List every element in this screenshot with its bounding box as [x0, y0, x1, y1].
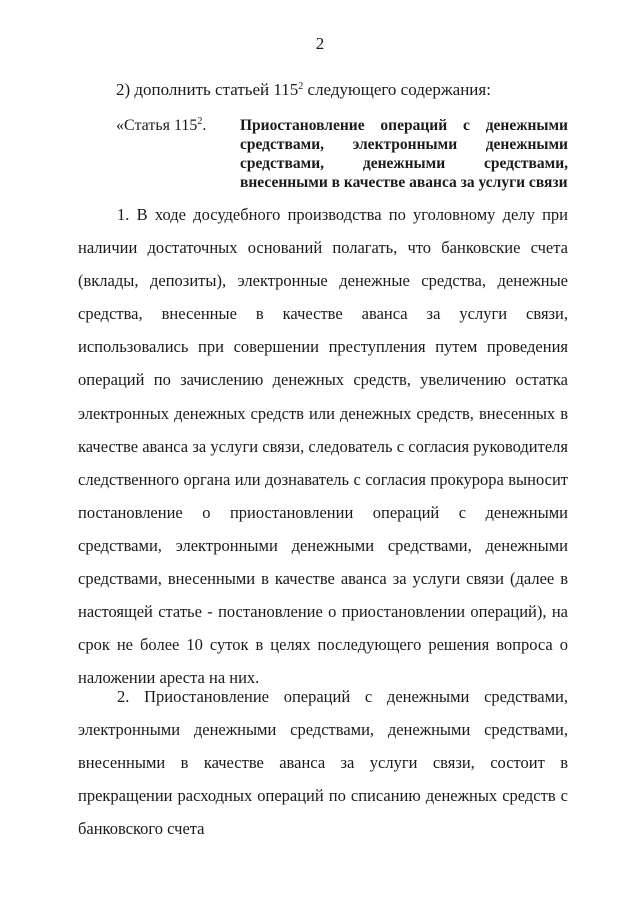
article-label-superscript: 2	[197, 116, 203, 127]
amendment-superscript: 2	[298, 81, 304, 92]
paragraph-2: 2. Приостановление операций с денежными средствами, электронными денежными средствами, денежными средствами, внесенными в качестве аванса за услуги связи, состоит в прекращении расходных операций по списанию денежных средств с банковского счета	[78, 687, 568, 839]
article-title: Приостановление операций с денежными средствами, электронными денежными средствами, денежными средствами, внесенными в качестве аванса за услуги связи	[240, 117, 568, 191]
amendment-text-before: 2) дополнить статьей 115	[116, 80, 299, 99]
article-number	[116, 116, 206, 136]
paragraph-1: 1. В ходе досудебного производства по уголовному делу при наличии достаточных оснований полагать, что банковские счета (вклады, депозиты), электронные денежные средства, денежные средства, внесенные в качестве аванса за услуги связи, использовались при совершении преступления путем проведения операций по зачислению денежных средств, увеличению остатка электронных денежных средств или денежных средств, внесенных в качестве аванса за услуги связи, следователь с согласия руководителя следственного органа или дознаватель с согласия прокурора выносит постановление о приостановлении операций с денежными средствами, электронными денежными средствами, денежными средствами, внесенными в качестве аванса за услуги связи (далее в настоящей статье - постановление о приостановлении операций), на срок не более 10 суток в целях последующего решения вопроса о наложении ареста на них.	[78, 205, 568, 688]
article-label-before: «Статья 115	[116, 117, 198, 134]
article-label-after: .	[202, 117, 207, 134]
amendment-clause	[116, 80, 491, 100]
page-number: 2	[315, 34, 325, 53]
amendment-text-after: следующего содержания:	[303, 80, 491, 99]
